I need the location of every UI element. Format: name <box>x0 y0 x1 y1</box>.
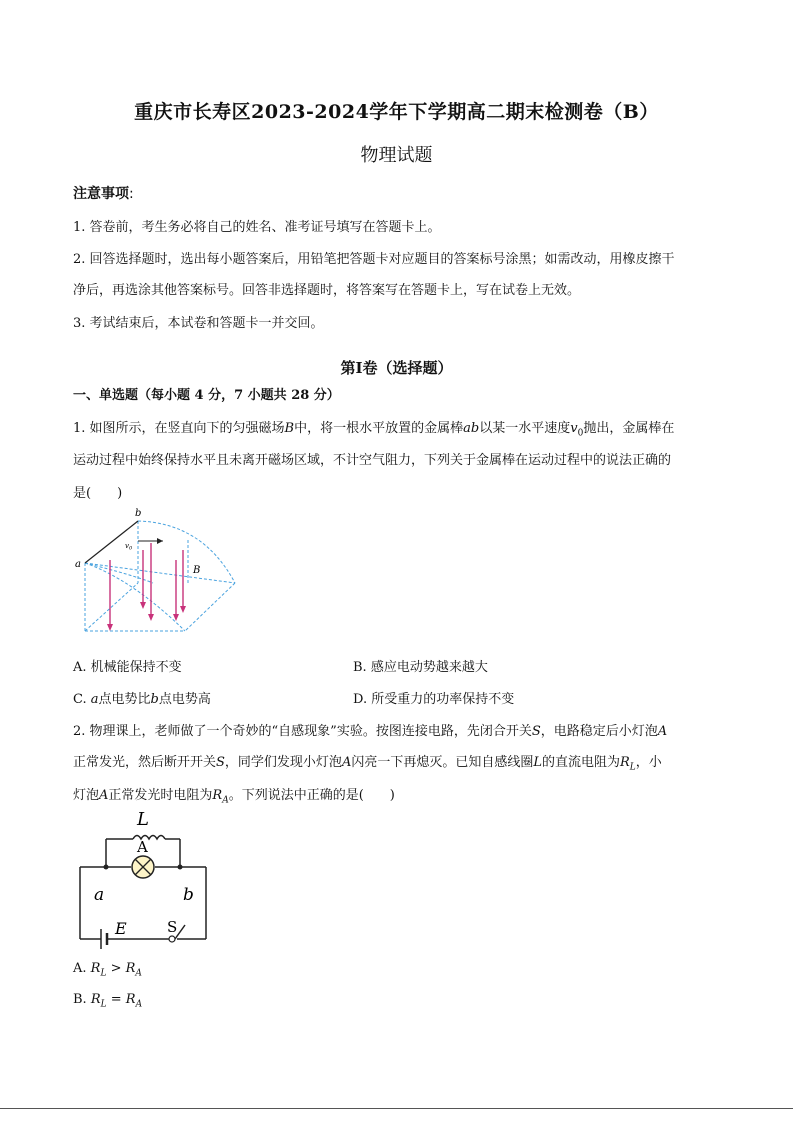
q1-fig-label-a: a <box>75 559 81 570</box>
page-bottom-divider <box>0 1108 793 1109</box>
q1-option-b: B. 感应电动势越来越大 <box>353 660 488 675</box>
q1-option-d: D. 所受重力的功率保持不变 <box>353 692 515 707</box>
q2-line-3: 灯泡A正常发光时电阻为$R_A$。下列说法中正确的是( ) <box>73 788 395 806</box>
q2-circuit-figure <box>73 805 213 950</box>
section-title: 第Ⅰ卷（选择题） <box>340 359 453 377</box>
notice-item-2: 2. 回答选择题时，选出每小题答案后，用铅笔把答题卡对应题目的答案标号涂黑；如需改动，用橡皮擦干 <box>73 252 675 267</box>
q1-fig-label-B: B <box>193 565 201 576</box>
q2-fig-label-a: a <box>94 885 105 905</box>
page-subtitle: 物理试题 <box>360 145 433 166</box>
q2-line-2: 正常发光，然后断开开关S，同学们发现小灯泡A闪亮一下再熄灭。已知自感线圈L的直流电阻为$R_L$，小 <box>73 755 662 773</box>
q2-option-b: B. $R_L = R_A$ <box>73 992 143 1010</box>
q1-option-c: C. a点电势比b点电势高 <box>73 692 211 707</box>
notice-item-2-cont: 净后，再选涂其他答案标号。回答非选择题时，将答案写在答题卡上，写在试卷上无效。 <box>73 283 581 298</box>
q2-fig-label-L: L <box>137 809 149 830</box>
q1-metal-rod <box>85 521 138 563</box>
q2-fig-label-E: E <box>115 919 127 938</box>
notice-heading: 注意事项: <box>73 186 134 202</box>
q1-figure <box>73 505 243 635</box>
part-heading: 一、单选题（每小题 4 分，7 小题共 28 分） <box>73 388 340 403</box>
q2-option-a: A. $R_L > R_A$ <box>73 961 142 979</box>
notice-item-3: 3. 考试结束后，本试卷和答题卡一并交回。 <box>73 316 324 331</box>
q1-line-1: 1. 如图所示，在竖直向下的匀强磁场B中，将一根水平放置的金属棒ab以某一水平速度$v_0$抛出，金属棒在 <box>73 421 675 439</box>
q2-line-1: 2. 物理课上，老师做了一个奇妙的“自感现象”实验。按图连接电路，先闭合开关S，电路稳定后小灯泡A <box>73 724 668 739</box>
notice-item-1: 1. 答卷前，考生务必将自己的姓名、准考证号填写在答题卡上。 <box>73 220 441 235</box>
q1-line-2: 运动过程中始终保持水平且未离开磁场区域，不计空气阻力，下列关于金属棒在运动过程中的说法正确的 <box>73 453 672 468</box>
q1-fig-label-v0: $v_0$ <box>125 542 133 552</box>
q1-option-a: A. 机械能保持不变 <box>73 660 182 675</box>
q1-fig-label-b: b <box>135 508 142 519</box>
q2-fig-label-b: b <box>183 885 194 905</box>
page-title: 重庆市长寿区2023-2024学年下学期高二期末检测卷（B） <box>134 101 659 123</box>
q2-fig-label-A: A <box>137 838 148 856</box>
q2-fig-label-S: S <box>167 918 178 936</box>
q1-line-3: 是( ) <box>73 486 123 501</box>
q2-switch-contact <box>169 936 175 942</box>
